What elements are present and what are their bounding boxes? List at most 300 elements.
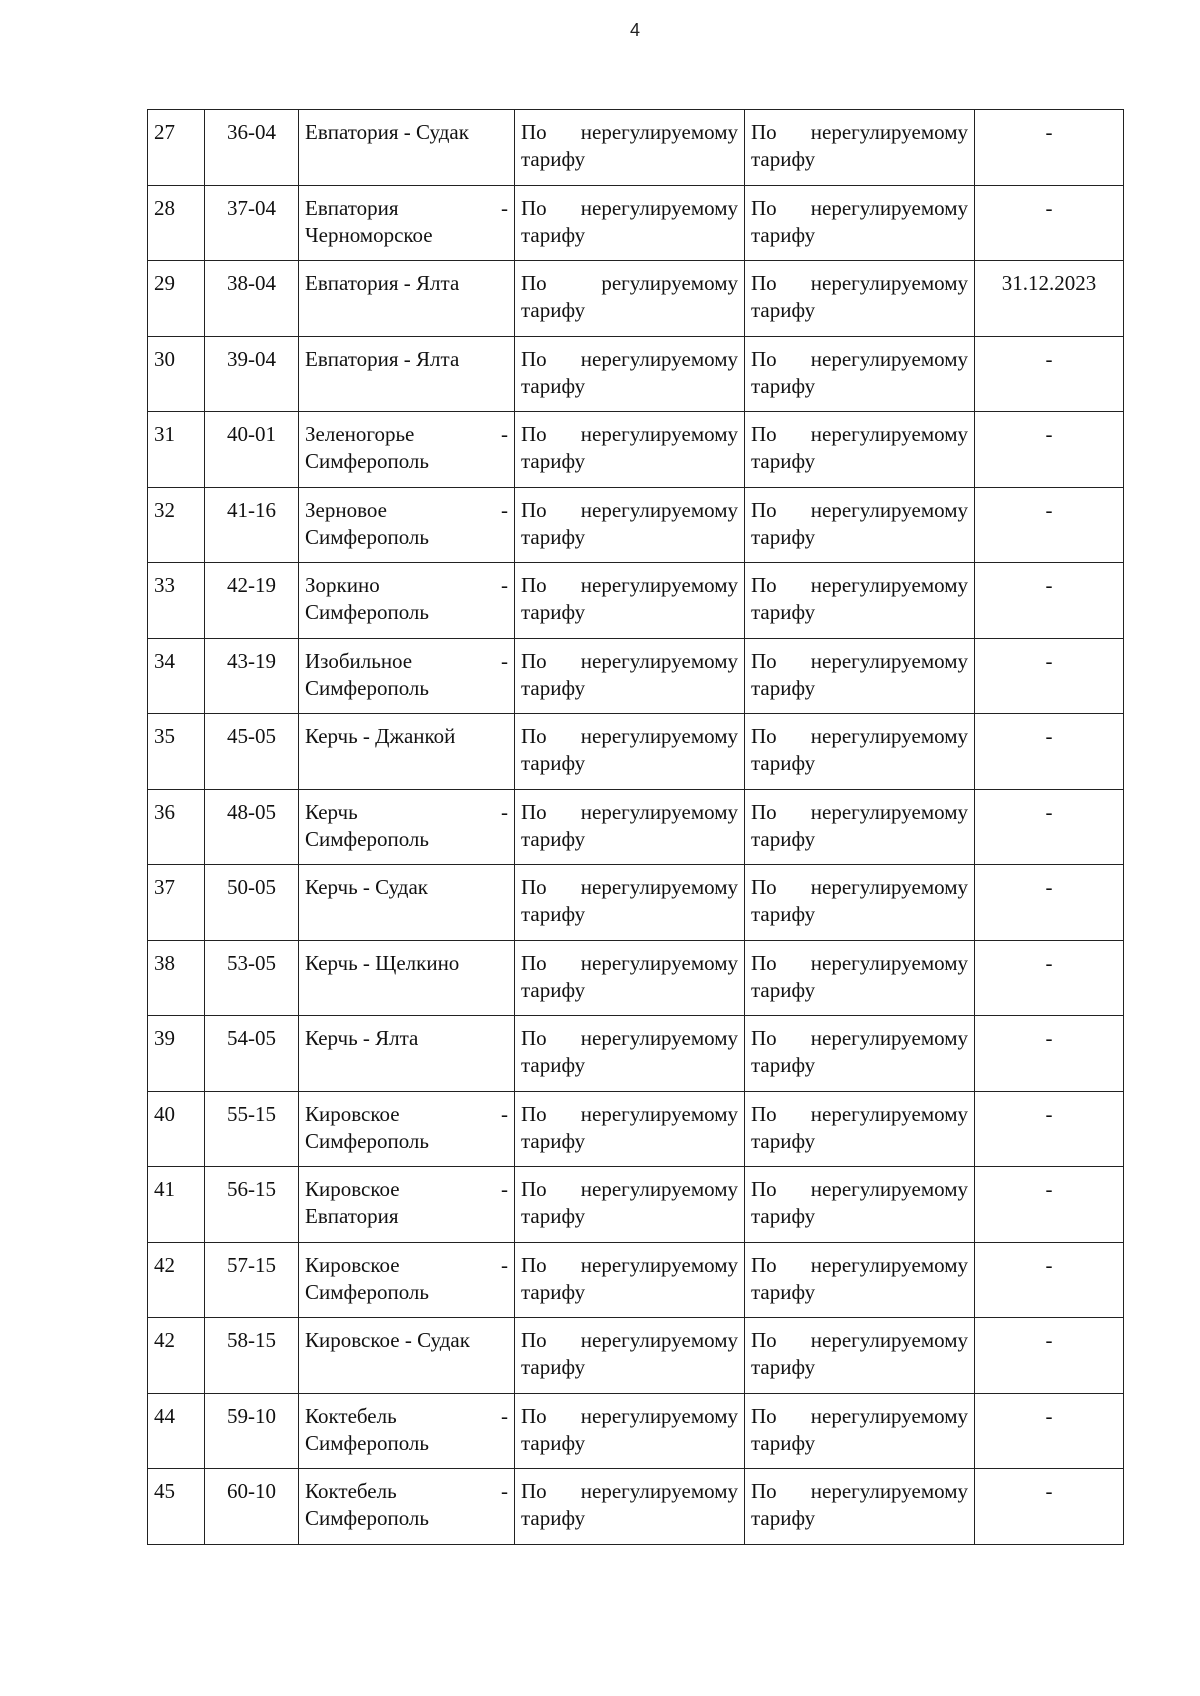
tariff-word: тарифу <box>521 1506 586 1530</box>
tariff-type-cell <box>515 1242 745 1318</box>
validity-date-cell: - <box>975 714 1124 790</box>
tariff-word: По <box>521 875 547 899</box>
tariff-word: тарифу <box>521 1128 586 1153</box>
tariff-word: тарифу <box>521 751 586 775</box>
tariff-word: нерегулируемому <box>580 950 738 975</box>
tariff-line <box>751 1403 968 1430</box>
route-origin: Изобильное <box>305 648 413 673</box>
tariff-kind-cell <box>745 1091 975 1167</box>
tariff-word: По <box>751 799 777 824</box>
tariff-type-cell <box>515 1091 745 1167</box>
tariff-kind-cell <box>745 563 975 639</box>
tariff-line <box>751 1176 968 1203</box>
tariff-line <box>521 1025 738 1052</box>
route-separator: - <box>501 497 508 522</box>
tariff-word: По <box>521 120 547 144</box>
tariff-type-cell <box>515 638 745 714</box>
tariff-word: нерегулируемому <box>580 573 738 597</box>
tariff-word: нерегулируемому <box>810 1479 968 1503</box>
tariff-word: тарифу <box>751 675 816 700</box>
tariff-word: тарифу <box>751 1128 816 1153</box>
route-destination: Симферополь <box>305 600 429 624</box>
route-name-cell <box>299 1167 515 1243</box>
tariff-line <box>751 874 968 901</box>
route-name-cell <box>299 865 515 941</box>
validity-date-cell: - <box>975 789 1124 865</box>
row-number-cell: 38 <box>148 940 205 1016</box>
row-number-cell: 37 <box>148 865 205 941</box>
route-code-cell: 43-19 <box>205 638 299 714</box>
tariff-type-cell <box>515 1016 745 1092</box>
tariff-word: По <box>521 422 547 446</box>
tariff-word: тарифу <box>751 298 816 322</box>
tariff-kind-cell <box>745 261 975 337</box>
tariff-line <box>751 799 968 826</box>
tariff-word: нерегулируемому <box>810 271 968 295</box>
tariff-line <box>521 1327 738 1354</box>
route-separator: - <box>501 648 508 673</box>
tariff-line <box>751 1327 968 1354</box>
tariff-kind-cell <box>745 714 975 790</box>
tariff-word: По <box>751 1403 777 1428</box>
tariff-word: тарифу <box>751 1279 816 1304</box>
tariff-word: По <box>751 648 777 673</box>
route-separator: - <box>501 1403 508 1428</box>
table-row <box>148 487 1124 563</box>
tariff-word: тарифу <box>521 977 586 1002</box>
table-row <box>148 865 1124 941</box>
tariff-word: По <box>751 497 777 522</box>
row-number-cell: 41 <box>148 1167 205 1243</box>
row-number-cell: 45 <box>148 1469 205 1545</box>
tariff-word: тарифу <box>751 524 816 549</box>
tariff-word: нерегулируемому <box>810 648 968 673</box>
route-name-cell <box>299 1016 515 1092</box>
tariff-line <box>751 648 968 675</box>
tariff-word: По <box>521 1101 547 1126</box>
table-row <box>148 185 1124 261</box>
tariff-word: нерегулируемому <box>580 346 738 371</box>
table-row <box>148 1091 1124 1167</box>
route-name-cell <box>299 1091 515 1167</box>
route-origin: Евпатория - Ялта <box>305 346 460 371</box>
tariff-word: По <box>751 120 777 144</box>
tariff-word: тарифу <box>751 222 816 247</box>
validity-date-cell: - <box>975 1242 1124 1318</box>
validity-date-cell: - <box>975 185 1124 261</box>
tariff-line <box>521 346 738 373</box>
tariff-type-cell <box>515 487 745 563</box>
routes-table <box>147 109 1124 1545</box>
tariff-word: По <box>521 648 547 673</box>
tariff-type-cell <box>515 563 745 639</box>
validity-date-cell: - <box>975 940 1124 1016</box>
route-code-cell: 37-04 <box>205 185 299 261</box>
tariff-word: тарифу <box>751 1430 816 1455</box>
table-row <box>148 563 1124 639</box>
tariff-word: тарифу <box>751 1506 816 1530</box>
tariff-word: тарифу <box>751 1355 816 1379</box>
validity-date-cell: - <box>975 865 1124 941</box>
validity-date-cell: - <box>975 638 1124 714</box>
tariff-line <box>751 195 968 222</box>
route-origin: Кировское <box>305 1101 400 1126</box>
route-destination: Симферополь <box>305 1128 429 1153</box>
tariff-word: тарифу <box>521 298 586 322</box>
route-destination: Симферополь <box>305 1506 429 1530</box>
tariff-word: тарифу <box>521 373 586 398</box>
tariff-word: По <box>751 1328 777 1352</box>
validity-date-cell: - <box>975 110 1124 186</box>
tariff-line <box>751 723 968 750</box>
tariff-line <box>521 421 738 448</box>
tariff-word: нерегулируемому <box>580 1177 738 1201</box>
route-code-cell: 57-15 <box>205 1242 299 1318</box>
route-code-cell: 58-15 <box>205 1318 299 1394</box>
tariff-word: тарифу <box>521 1430 586 1455</box>
tariff-line <box>521 648 738 675</box>
tariff-word: тарифу <box>751 751 816 775</box>
tariff-kind-cell <box>745 110 975 186</box>
tariff-word: тарифу <box>521 1204 586 1228</box>
tariff-type-cell <box>515 1318 745 1394</box>
tariff-word: По <box>521 1177 547 1201</box>
tariff-word: По <box>751 346 777 371</box>
route-code-cell: 56-15 <box>205 1167 299 1243</box>
route-name-cell <box>299 714 515 790</box>
tariff-line <box>751 497 968 524</box>
tariff-word: тарифу <box>521 826 586 851</box>
route-code-cell: 39-04 <box>205 336 299 412</box>
route-origin: Зоркино <box>305 573 380 597</box>
tariff-word: тарифу <box>751 977 816 1002</box>
tariff-line <box>521 950 738 977</box>
row-number-cell: 28 <box>148 185 205 261</box>
tariff-word: По <box>751 422 777 446</box>
route-origin: Кировское - Судак <box>305 1328 470 1352</box>
row-number-cell: 34 <box>148 638 205 714</box>
route-origin: Керчь <box>305 799 358 824</box>
tariff-kind-cell <box>745 1016 975 1092</box>
route-separator: - <box>501 1101 508 1126</box>
tariff-word: По <box>751 1252 777 1277</box>
route-code-cell: 41-16 <box>205 487 299 563</box>
tariff-word: По <box>521 573 547 597</box>
route-code-cell: 38-04 <box>205 261 299 337</box>
tariff-kind-cell <box>745 1167 975 1243</box>
row-number-cell: 39 <box>148 1016 205 1092</box>
tariff-word: По <box>521 950 547 975</box>
tariff-word: По <box>521 1479 547 1503</box>
table-row <box>148 1016 1124 1092</box>
tariff-word: нерегулируемому <box>580 120 738 144</box>
route-destination: Симферополь <box>305 449 429 473</box>
tariff-word: тарифу <box>521 524 586 549</box>
row-number-cell: 40 <box>148 1091 205 1167</box>
tariff-line <box>751 1101 968 1128</box>
tariff-kind-cell <box>745 1242 975 1318</box>
tariff-word: нерегулируемому <box>580 1479 738 1503</box>
tariff-kind-cell <box>745 412 975 488</box>
route-separator: - <box>501 1177 508 1201</box>
tariff-kind-cell <box>745 487 975 563</box>
table-row <box>148 1469 1124 1545</box>
route-name-cell <box>299 1242 515 1318</box>
table-row <box>148 261 1124 337</box>
route-origin: Коктебель <box>305 1403 397 1428</box>
route-origin: Керчь - Джанкой <box>305 724 456 748</box>
tariff-word: нерегулируемому <box>580 724 738 748</box>
table-row <box>148 789 1124 865</box>
tariff-word: нерегулируемому <box>810 1252 968 1277</box>
tariff-word: тарифу <box>751 1204 816 1228</box>
tariff-line <box>521 497 738 524</box>
route-separator: - <box>501 1252 508 1277</box>
tariff-kind-cell <box>745 185 975 261</box>
tariff-word: тарифу <box>521 1355 586 1379</box>
row-number-cell: 35 <box>148 714 205 790</box>
tariff-word: По <box>751 573 777 597</box>
tariff-line <box>751 421 968 448</box>
route-name-cell <box>299 789 515 865</box>
route-name-cell <box>299 412 515 488</box>
tariff-type-cell <box>515 865 745 941</box>
row-number-cell: 31 <box>148 412 205 488</box>
table-row <box>148 336 1124 412</box>
route-separator: - <box>501 195 508 220</box>
tariff-line <box>521 1478 738 1505</box>
validity-date-cell: - <box>975 1469 1124 1545</box>
tariff-line <box>751 1478 968 1505</box>
tariff-line <box>521 195 738 222</box>
tariff-word: По <box>521 195 547 220</box>
tariff-word: По <box>751 271 777 295</box>
tariff-word: По <box>751 1177 777 1201</box>
route-code-cell: 60-10 <box>205 1469 299 1545</box>
route-name-cell <box>299 261 515 337</box>
tariff-word: нерегулируемому <box>580 422 738 446</box>
route-origin: Зерновое <box>305 497 387 522</box>
tariff-word: тарифу <box>751 1053 816 1077</box>
tariff-word: тарифу <box>521 902 586 926</box>
tariff-word: тарифу <box>751 826 816 851</box>
route-origin: Коктебель <box>305 1479 397 1503</box>
tariff-word: тарифу <box>521 222 586 247</box>
tariff-line <box>521 1252 738 1279</box>
route-origin: Керчь - Щелкино <box>305 950 460 975</box>
tariff-word: тарифу <box>521 1053 586 1077</box>
row-number-cell: 44 <box>148 1393 205 1469</box>
route-destination: Черноморское <box>305 222 433 247</box>
page-number: 4 <box>629 20 640 40</box>
tariff-word: По <box>521 1403 547 1428</box>
tariff-word: нерегулируемому <box>810 799 968 824</box>
tariff-word: нерегулируемому <box>810 497 968 522</box>
route-code-cell: 59-10 <box>205 1393 299 1469</box>
route-name-cell <box>299 1318 515 1394</box>
tariff-type-cell <box>515 185 745 261</box>
tariff-word: По <box>521 724 547 748</box>
tariff-kind-cell <box>745 940 975 1016</box>
route-name-cell <box>299 563 515 639</box>
validity-date-cell: - <box>975 1318 1124 1394</box>
tariff-line <box>751 1252 968 1279</box>
tariff-line <box>521 270 738 297</box>
route-destination: Симферополь <box>305 524 429 549</box>
tariff-kind-cell <box>745 1318 975 1394</box>
table-row <box>148 412 1124 488</box>
tariff-type-cell <box>515 412 745 488</box>
tariff-line <box>751 572 968 599</box>
tariff-word: тарифу <box>751 449 816 473</box>
tariff-word: тарифу <box>521 147 586 171</box>
route-code-cell: 54-05 <box>205 1016 299 1092</box>
tariff-word: По <box>521 346 547 371</box>
table-row <box>148 1318 1124 1394</box>
tariff-word: тарифу <box>521 1279 586 1304</box>
route-name-cell <box>299 638 515 714</box>
route-origin: Зеленогорье <box>305 422 415 446</box>
tariff-word: нерегулируемому <box>810 422 968 446</box>
route-name-cell <box>299 1393 515 1469</box>
tariff-word: По <box>751 1026 777 1050</box>
tariff-type-cell <box>515 789 745 865</box>
tariff-line <box>521 572 738 599</box>
route-code-cell: 53-05 <box>205 940 299 1016</box>
tariff-word: нерегулируемому <box>810 1177 968 1201</box>
tariff-line <box>751 270 968 297</box>
tariff-kind-cell <box>745 336 975 412</box>
validity-date-cell: - <box>975 336 1124 412</box>
route-separator: - <box>501 422 508 446</box>
row-number-cell: 32 <box>148 487 205 563</box>
tariff-word: тарифу <box>751 902 816 926</box>
route-separator: - <box>501 799 508 824</box>
route-separator: - <box>501 1479 508 1503</box>
tariff-type-cell <box>515 261 745 337</box>
route-name-cell <box>299 1469 515 1545</box>
tariff-type-cell <box>515 336 745 412</box>
tariff-kind-cell <box>745 1393 975 1469</box>
table-row <box>148 1167 1124 1243</box>
tariff-word: нерегулируемому <box>580 875 738 899</box>
tariff-line <box>521 1101 738 1128</box>
tariff-word: нерегулируемому <box>810 950 968 975</box>
route-origin: Евпатория - Судак <box>305 120 469 144</box>
route-origin: Евпатория <box>305 195 399 220</box>
tariff-word: тарифу <box>751 600 816 624</box>
tariff-line <box>521 119 738 146</box>
route-name-cell <box>299 487 515 563</box>
tariff-kind-cell <box>745 865 975 941</box>
tariff-line <box>521 1403 738 1430</box>
table-row <box>148 1242 1124 1318</box>
tariff-word: По <box>751 195 777 220</box>
tariff-word: нерегулируемому <box>810 120 968 144</box>
tariff-word: нерегулируемому <box>810 1328 968 1352</box>
route-name-cell <box>299 940 515 1016</box>
route-code-cell: 45-05 <box>205 714 299 790</box>
tariff-word: нерегулируемому <box>810 1026 968 1050</box>
row-number-cell: 36 <box>148 789 205 865</box>
tariff-word: тарифу <box>751 147 816 171</box>
validity-date-cell: - <box>975 487 1124 563</box>
tariff-word: По <box>521 497 547 522</box>
tariff-kind-cell <box>745 638 975 714</box>
tariff-word: нерегулируемому <box>580 1101 738 1126</box>
route-destination: Симферополь <box>305 1279 429 1304</box>
tariff-word: По <box>521 799 547 824</box>
row-number-cell: 42 <box>148 1242 205 1318</box>
validity-date-cell: - <box>975 1167 1124 1243</box>
tariff-word: тарифу <box>521 675 586 700</box>
tariff-word: нерегулируемому <box>580 1328 738 1352</box>
route-destination: Симферополь <box>305 1430 429 1455</box>
tariff-word: нерегулируемому <box>810 195 968 220</box>
validity-date-cell: 31.12.2023 <box>975 261 1124 337</box>
tariff-word: нерегулируемому <box>580 1252 738 1277</box>
route-destination: Евпатория <box>305 1204 399 1228</box>
tariff-line <box>521 723 738 750</box>
tariff-word: нерегулируемому <box>580 497 738 522</box>
row-number-cell: 29 <box>148 261 205 337</box>
tariff-word: нерегулируемому <box>580 195 738 220</box>
row-number-cell: 27 <box>148 110 205 186</box>
tariff-type-cell <box>515 714 745 790</box>
route-code-cell: 42-19 <box>205 563 299 639</box>
route-origin: Кировское <box>305 1177 400 1201</box>
tariff-type-cell <box>515 110 745 186</box>
validity-date-cell: - <box>975 1091 1124 1167</box>
tariff-word: нерегулируемому <box>580 648 738 673</box>
tariff-word: нерегулируемому <box>810 1101 968 1126</box>
route-name-cell <box>299 110 515 186</box>
tariff-word: По <box>751 875 777 899</box>
row-number-cell: 42 <box>148 1318 205 1394</box>
table-row <box>148 1393 1124 1469</box>
validity-date-cell: - <box>975 1016 1124 1092</box>
route-name-cell <box>299 336 515 412</box>
table-row <box>148 940 1124 1016</box>
row-number-cell: 33 <box>148 563 205 639</box>
tariff-word: По <box>521 1252 547 1277</box>
tariff-type-cell <box>515 940 745 1016</box>
route-origin: Керчь - Ялта <box>305 1026 419 1050</box>
tariff-word: нерегулируемому <box>810 573 968 597</box>
route-code-cell: 50-05 <box>205 865 299 941</box>
tariff-word: По <box>521 1026 547 1050</box>
route-name-cell <box>299 185 515 261</box>
tariff-line <box>751 346 968 373</box>
tariff-line <box>521 799 738 826</box>
validity-date-cell: - <box>975 1393 1124 1469</box>
tariff-word: По <box>521 271 547 295</box>
tariff-word: нерегулируемому <box>580 1026 738 1050</box>
route-destination: Симферополь <box>305 826 429 851</box>
tariff-line <box>751 119 968 146</box>
tariff-word: По <box>751 950 777 975</box>
route-code-cell: 55-15 <box>205 1091 299 1167</box>
route-origin: Кировское <box>305 1252 400 1277</box>
table-row <box>148 638 1124 714</box>
route-code-cell: 48-05 <box>205 789 299 865</box>
validity-date-cell: - <box>975 563 1124 639</box>
tariff-word: По <box>751 724 777 748</box>
route-origin: Евпатория - Ялта <box>305 271 460 295</box>
tariff-kind-cell <box>745 789 975 865</box>
tariff-kind-cell <box>745 1469 975 1545</box>
tariff-line <box>521 874 738 901</box>
